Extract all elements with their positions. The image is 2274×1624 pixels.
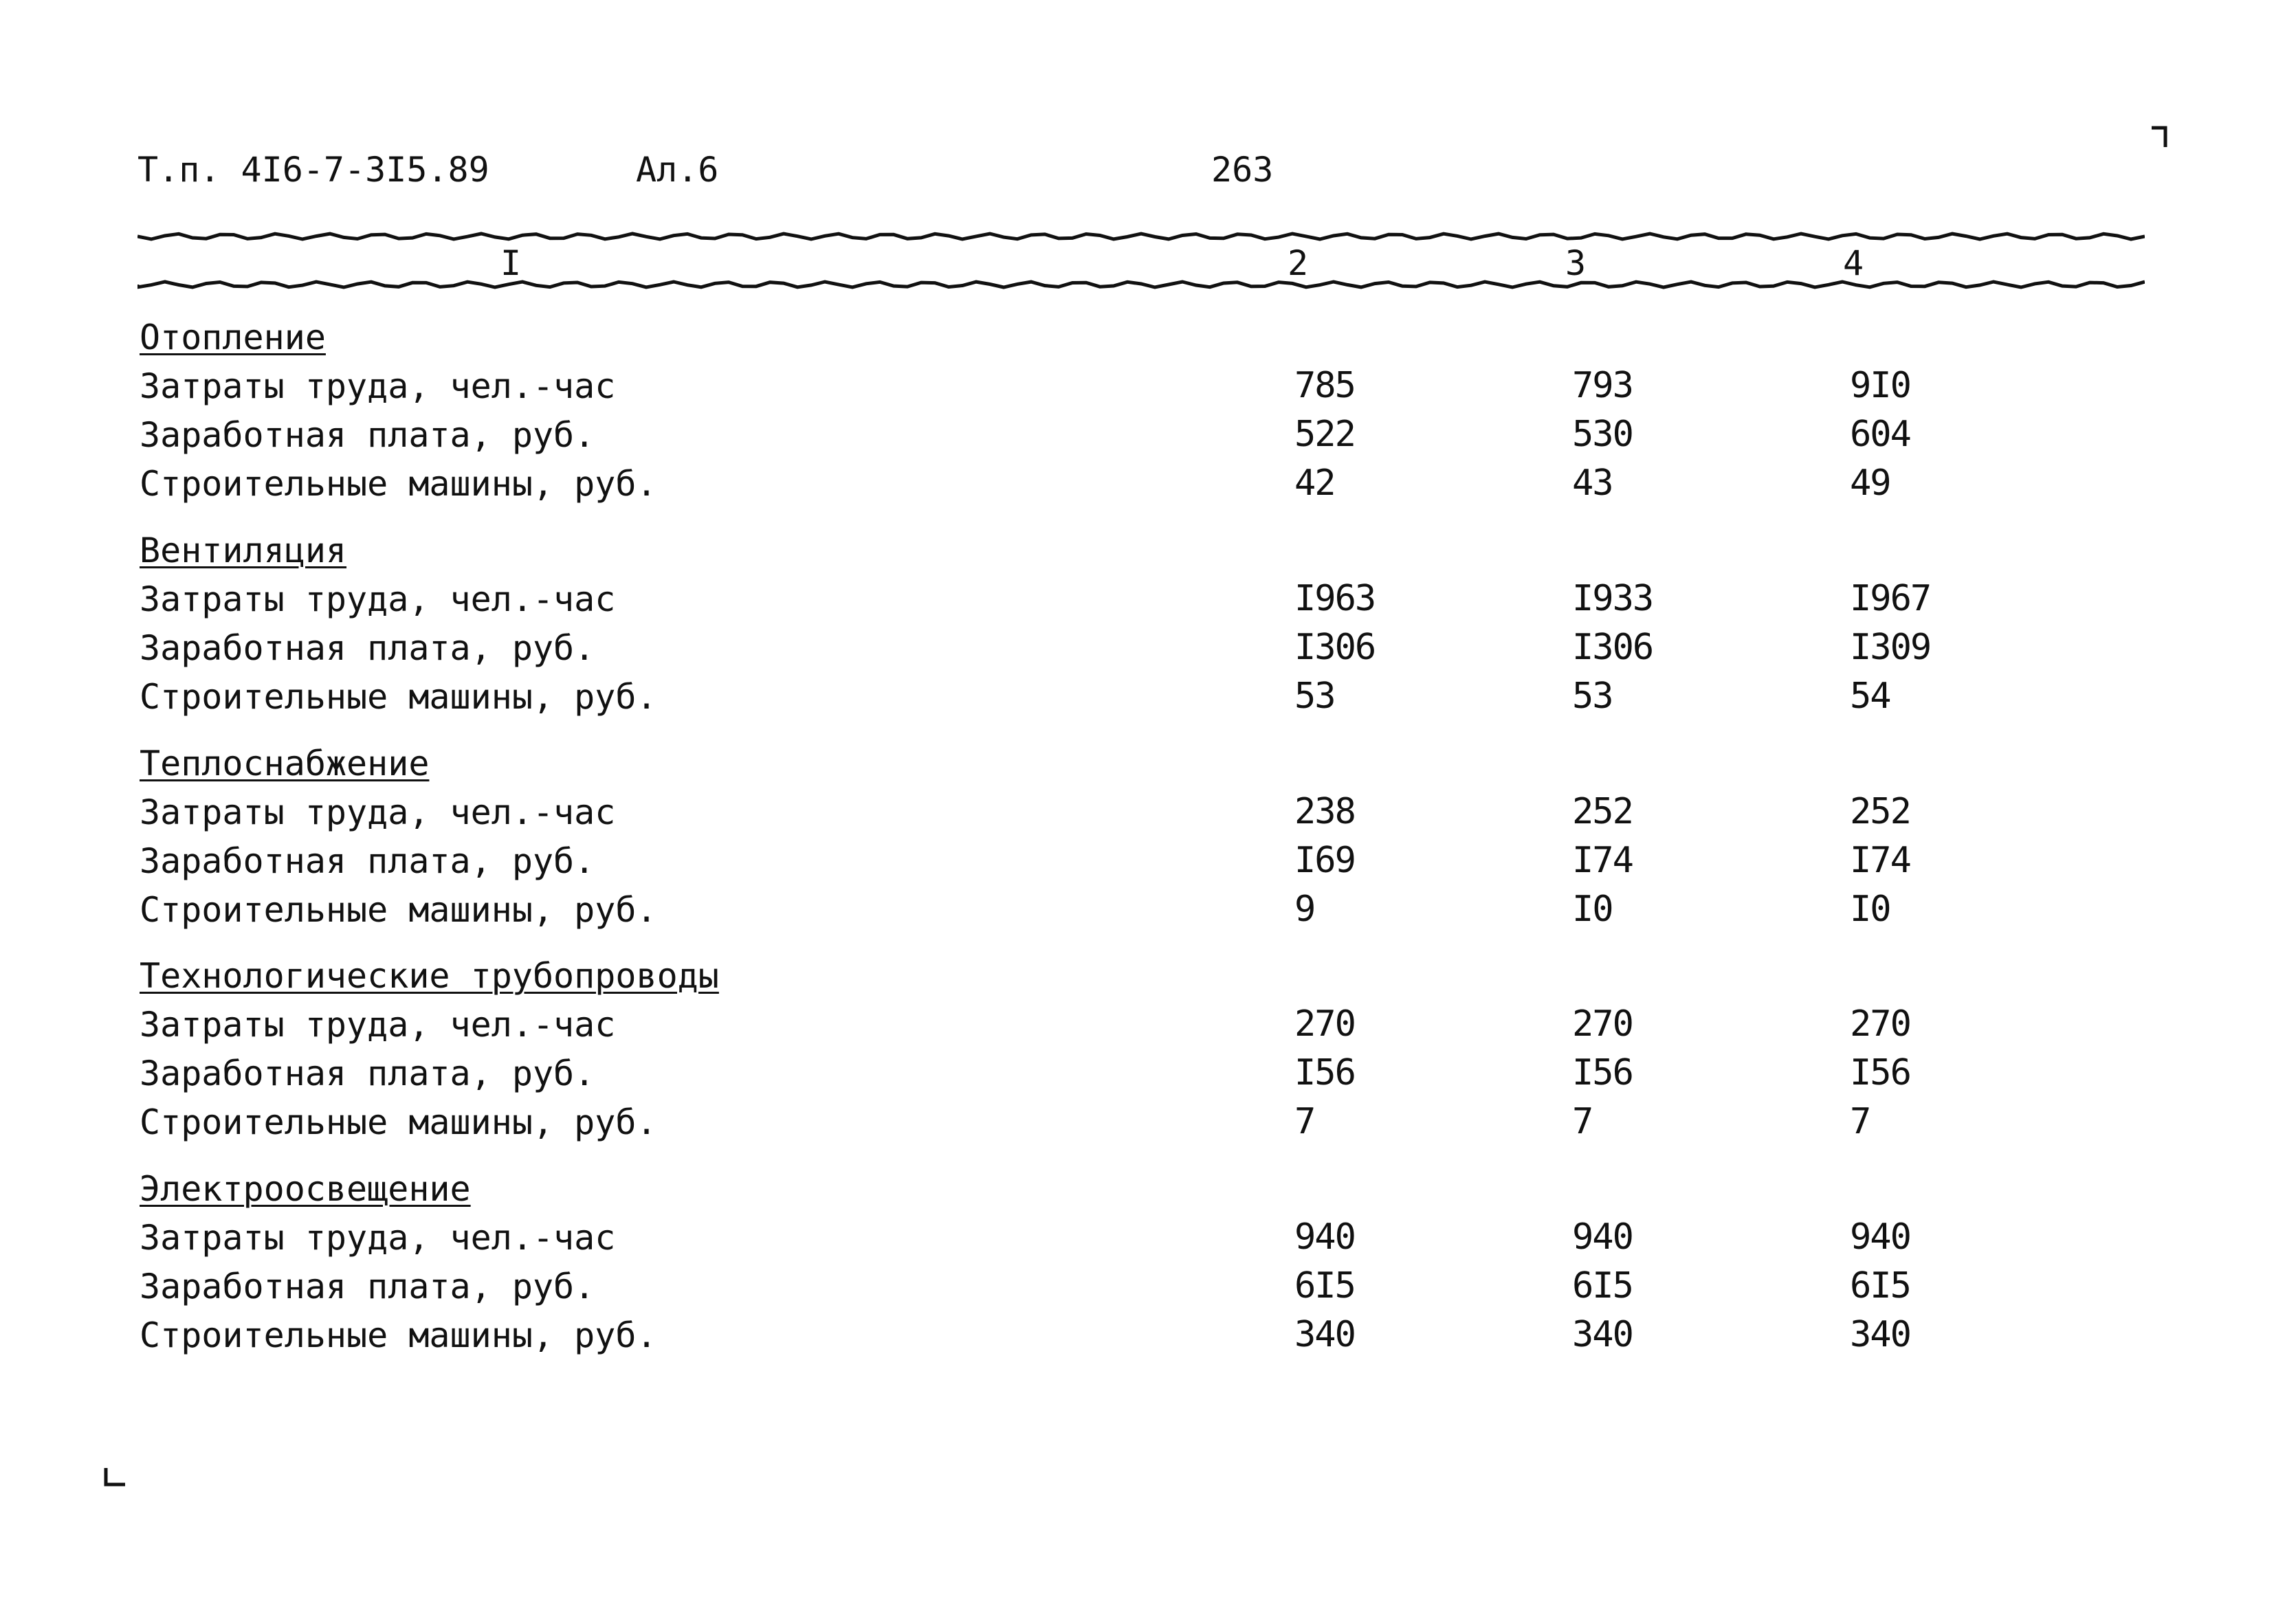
row-label: Затраты труда, чел.-час — [140, 366, 616, 406]
table-cell-v2: 9 — [1294, 889, 1315, 930]
table-cell-v2: I963 — [1294, 578, 1376, 619]
section-title: Теплоснабжение — [140, 744, 430, 783]
table-cell-v2: 340 — [1294, 1314, 1355, 1355]
table-cell-v4: 7 — [1850, 1101, 1870, 1142]
row-label: Строительные машины, руб. — [140, 1315, 657, 1355]
row-label: Затраты труда, чел.-час — [140, 1005, 616, 1045]
section-title: Технологические трубопроводы — [140, 956, 719, 996]
table-top-rule — [137, 231, 2145, 242]
document-code: Т.п. 4I6-7-3I5.89 — [137, 150, 489, 190]
table-cell-v3: I56 — [1572, 1052, 1633, 1093]
row-label: Строительные машины, руб. — [140, 890, 657, 930]
table-cell-v3: 7 — [1572, 1101, 1593, 1142]
table-cell-v2: 270 — [1294, 1003, 1355, 1045]
table-cell-v4: 252 — [1850, 791, 1910, 832]
album-number: Ал.6 — [636, 150, 719, 190]
table-cell-v4: 604 — [1850, 414, 1910, 455]
row-label: Заработная плата, руб. — [140, 841, 595, 881]
table-cell-v2: 6I5 — [1294, 1265, 1355, 1306]
table-cell-v2: 7 — [1294, 1101, 1315, 1142]
table-cell-v3: I306 — [1572, 627, 1653, 668]
table-cell-v4: 940 — [1850, 1216, 1910, 1258]
table-cell-v2: I306 — [1294, 627, 1376, 668]
table-cell-v4: I309 — [1850, 627, 1931, 668]
section-title: Вентиляция — [140, 531, 347, 570]
row-label: Затраты труда, чел.-час — [140, 792, 616, 832]
table-cell-v3: 940 — [1572, 1216, 1633, 1258]
table-cell-v2: 785 — [1294, 365, 1355, 406]
table-cell-v2: 238 — [1294, 791, 1355, 832]
column-header-4: 4 — [1843, 243, 1864, 283]
table-cell-v3: 53 — [1572, 676, 1613, 717]
table-cell-v4: 49 — [1850, 463, 1890, 504]
column-header-3: 3 — [1565, 243, 1587, 283]
row-label: Строительные машины, руб. — [140, 1102, 657, 1142]
table-cell-v3: 43 — [1572, 463, 1613, 504]
row-label: Затраты труда, чел.-час — [140, 579, 616, 619]
table-cell-v2: 42 — [1294, 463, 1335, 504]
section-title: Отопление — [140, 318, 326, 357]
table-cell-v3: 530 — [1572, 414, 1633, 455]
row-label: Заработная плата, руб. — [140, 1267, 595, 1306]
table-cell-v4: I0 — [1850, 889, 1890, 930]
table-cell-v2: I56 — [1294, 1052, 1355, 1093]
table-cell-v4: I74 — [1850, 840, 1910, 881]
table-cell-v4: 6I5 — [1850, 1265, 1910, 1306]
table-cell-v2: I69 — [1294, 840, 1355, 881]
row-label: Заработная плата, руб. — [140, 415, 595, 455]
table-cell-v4: I967 — [1850, 578, 1931, 619]
table-cell-v2: 53 — [1294, 676, 1335, 717]
table-cell-v3: 340 — [1572, 1314, 1633, 1355]
table-cell-v4: I56 — [1850, 1052, 1910, 1093]
table-cell-v3: 793 — [1572, 365, 1633, 406]
table-cell-v3: I0 — [1572, 889, 1613, 930]
row-label: Заработная плата, руб. — [140, 1054, 595, 1093]
page-number: 263 — [1211, 150, 1274, 190]
table-cell-v2: 940 — [1294, 1216, 1355, 1258]
row-label: Заработная плата, руб. — [140, 628, 595, 668]
column-header-2: 2 — [1288, 243, 1309, 283]
table-cell-v4: 9I0 — [1850, 365, 1910, 406]
table-cell-v4: 340 — [1850, 1314, 1910, 1355]
column-header-1: I — [500, 243, 522, 283]
row-label: Строительные машины, руб. — [140, 677, 657, 717]
table-cell-v3: I74 — [1572, 840, 1633, 881]
table-cell-v4: 54 — [1850, 676, 1890, 717]
section-title: Электроосвещение — [140, 1169, 471, 1209]
table-cell-v3: 270 — [1572, 1003, 1633, 1045]
corner-mark-top-right — [2150, 125, 2168, 148]
row-label: Затраты труда, чел.-час — [140, 1218, 616, 1258]
table-cell-v4: 270 — [1850, 1003, 1910, 1045]
table-cell-v3: 6I5 — [1572, 1265, 1633, 1306]
table-cell-v3: 252 — [1572, 791, 1633, 832]
corner-mark-bottom-left — [103, 1467, 126, 1487]
table-cell-v2: 522 — [1294, 414, 1355, 455]
row-label: Строительные машины, руб. — [140, 464, 657, 504]
table-cell-v3: I933 — [1572, 578, 1653, 619]
